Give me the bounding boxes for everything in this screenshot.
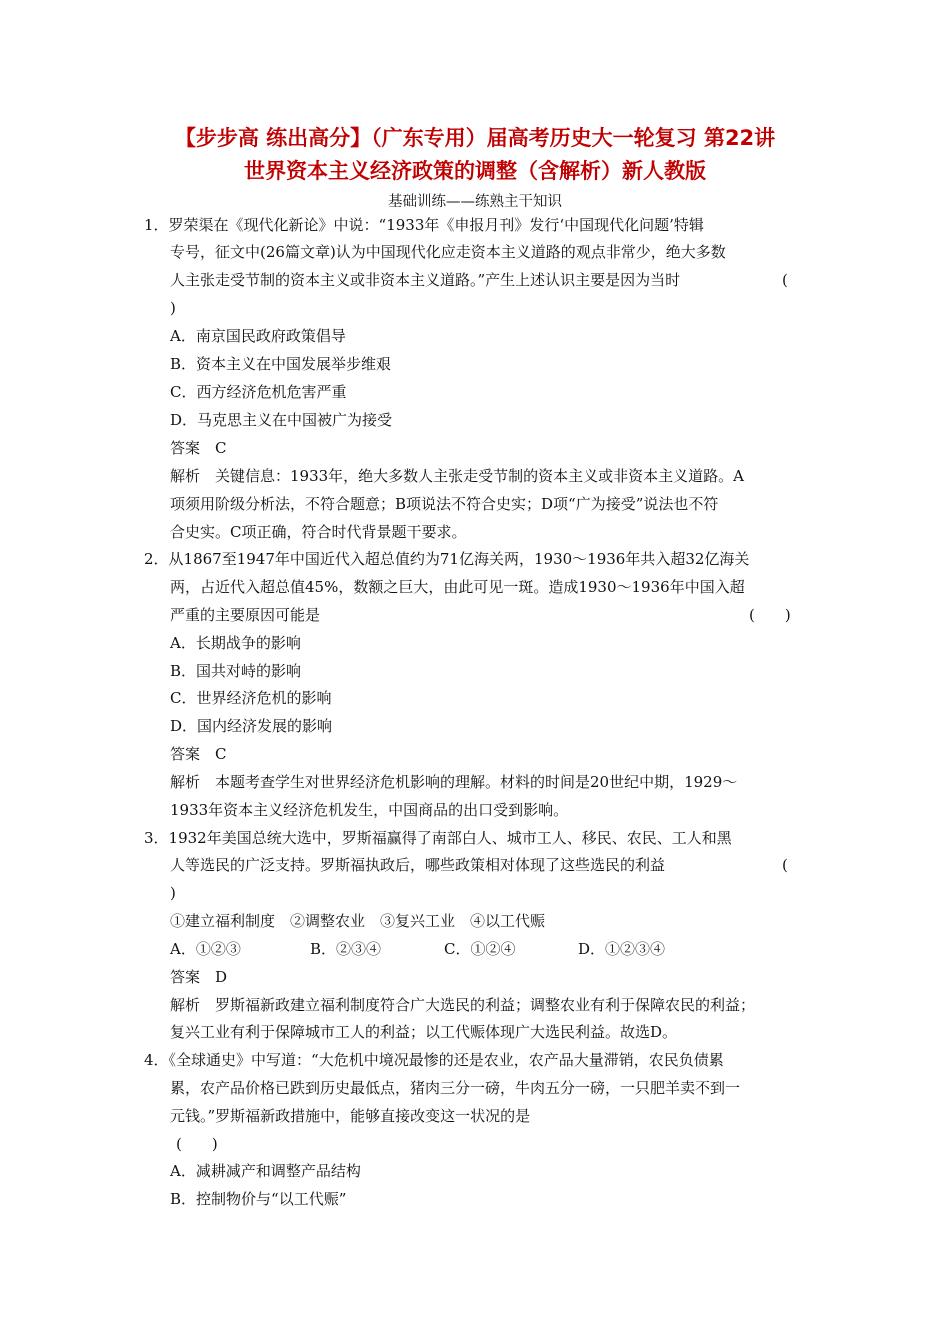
q2-stem-line: 两，占近代入超总值45%，数额之巨大，由此可见一斑。造成1930～1936年中国入超 xyxy=(170,578,745,596)
q2-analysis-line: 1933年资本主义经济危机发生，中国商品的出口受到影响。 xyxy=(170,801,569,819)
q2-option-d: D．国内经济发展的影响 xyxy=(170,717,333,735)
q3-analysis-line: 解析 罗斯福新政建立福利制度符合广大选民的利益；调整农业有利于保障农民的利益； xyxy=(170,996,756,1014)
q4-stem-line: 累，农产品价格已跌到历史最低点，猪肉三分一磅，牛肉五分一磅，一只肥羊卖不到一 xyxy=(170,1079,741,1097)
q1-stem-line: ) xyxy=(170,299,176,317)
q3-option-c: C．①②④ xyxy=(444,940,516,958)
q2-analysis-line: 解析 本题考查学生对世界经济危机影响的理解。材料的时间是20世纪中期，1929～ xyxy=(170,773,738,791)
document-title-line1: 【步步高 练出高分】（广东专用）届高考历史大一轮复习 第22讲 xyxy=(174,126,776,150)
q2-option-b: B．国共对峙的影响 xyxy=(170,662,302,680)
q3-analysis-line: 复兴工业有利于保障城市工人的利益；以工代赈体现广大选民利益。故选D。 xyxy=(170,1023,678,1041)
q1-option-b: B．资本主义在中国发展举步维艰 xyxy=(170,355,392,373)
q1-answer-paren: ( xyxy=(782,271,788,289)
q3-option-b: B．②③④ xyxy=(310,940,382,958)
q2-option-c: C．世界经济危机的影响 xyxy=(170,689,332,707)
q1-analysis-line: 解析 关键信息：1933年，绝大多数人主张走受节制的资本主义或非资本主义道路。A xyxy=(170,467,745,485)
q1-analysis-line: 合史实。C项正确，符合时代背景题干要求。 xyxy=(170,523,467,541)
q4-option-a: A．减耕减产和调整产品结构 xyxy=(170,1162,361,1180)
q3-stem-line: 3．1932年美国总统大选中，罗斯福赢得了南部白人、城市工人、移民、农民、工人和黑 xyxy=(144,829,732,847)
q1-option-a: A．南京国民政府政策倡导 xyxy=(170,327,346,345)
q3-answer: 答案 D xyxy=(170,968,228,986)
q4-stem-line: 元钱。”罗斯福新政措施中，能够直接改变这一状况的是 xyxy=(170,1107,531,1125)
q4-answer-paren: ( ) xyxy=(176,1135,218,1153)
q2-answer-paren: ( ) xyxy=(749,606,791,624)
q2-option-a: A．长期战争的影响 xyxy=(170,634,301,652)
q2-answer: 答案 C xyxy=(170,745,227,763)
q4-option-b: B．控制物价与“以工代赈” xyxy=(170,1190,347,1208)
q1-analysis-line: 项须用阶级分析法，不符合题意；B项说法不符合史实；D项“广为接受”说法也不符 xyxy=(170,495,719,513)
q4-stem-line: 4．《全球通史》中写道：“大危机中境况最惨的还是农业，农产品大量滞销，农民负债累 xyxy=(144,1051,724,1069)
q1-option-c: C．西方经济危机危害严重 xyxy=(170,383,347,401)
document-title-line2: 世界资本主义经济政策的调整（含解析）新人教版 xyxy=(244,159,706,183)
q1-answer: 答案 C xyxy=(170,439,227,457)
q1-stem-line: 专号，征文中(26篇文章)认为中国现代化应走资本主义道路的观点非常少，绝大多数 xyxy=(170,243,726,261)
q1-option-d: D．马克思主义在中国被广为接受 xyxy=(170,411,393,429)
q2-stem-line: 2．从1867至1947年中国近代入超总值约为71亿海关两，1930～1936年共入超32亿海关 xyxy=(144,550,750,568)
q3-option-d: D．①②③④ xyxy=(578,940,666,958)
q1-stem-line: 1．罗荣渠在《现代化新论》中说：“1933年《申报月刊》发行‘中国现代化问题’特辑 xyxy=(144,216,704,234)
q3-items: ①建立福利制度 ②调整农业 ③复兴工业 ④以工代赈 xyxy=(170,912,546,930)
q1-stem-line: 人主张走受节制的资本主义或非资本主义道路。”产生上述认识主要是因为当时 xyxy=(170,271,681,289)
q3-stem-line: ) xyxy=(170,884,176,902)
q3-answer-paren: ( xyxy=(782,856,788,874)
q3-option-a: A．①②③ xyxy=(170,940,241,958)
q3-stem-line: 人等选民的广泛支持。罗斯福执政后，哪些政策相对体现了这些选民的利益 xyxy=(170,856,666,874)
section-subtitle: 基础训练——练熟主干知识 xyxy=(388,194,562,210)
q2-stem-line: 严重的主要原因可能是 xyxy=(170,606,321,624)
